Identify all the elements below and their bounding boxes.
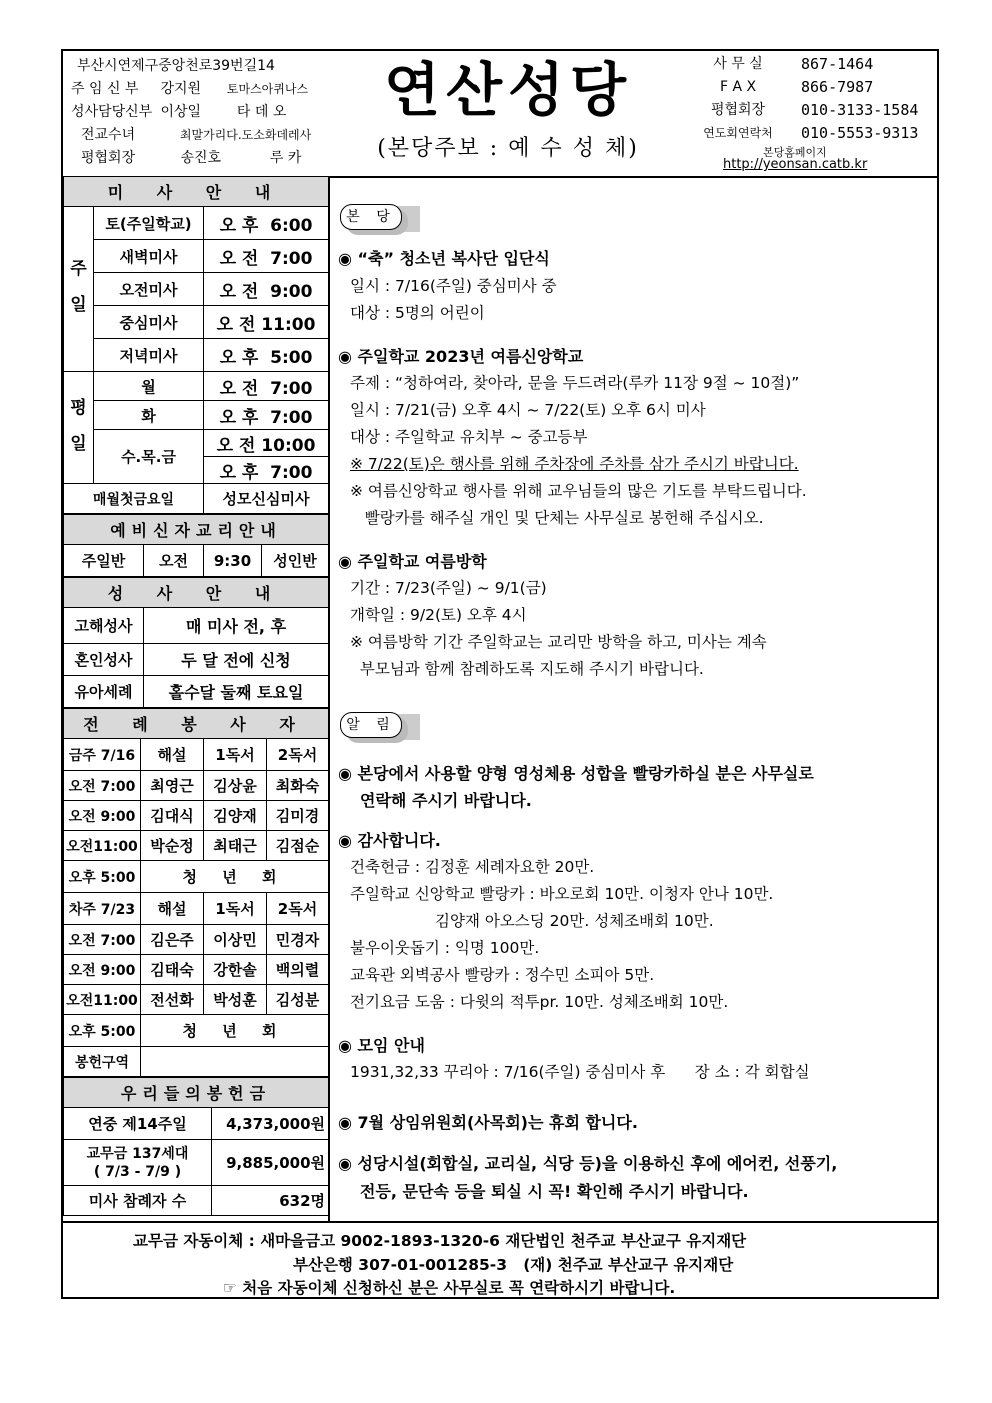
offering-amount: 9,885,000원 xyxy=(212,1140,329,1186)
catechumen-table xyxy=(63,514,329,577)
left-column xyxy=(63,176,330,1221)
staff-row xyxy=(71,124,341,147)
homepage-label: 본당홈페이지 xyxy=(763,146,827,159)
minister-name: 최태근 xyxy=(204,831,267,861)
mass-section-title: 미 사 안 내 xyxy=(64,177,329,207)
footer xyxy=(63,1221,937,1299)
contact-row xyxy=(683,53,933,76)
item-heading: ◉ 주일학교 여름방학 xyxy=(338,552,487,571)
contact-row xyxy=(683,122,933,145)
contact-label: 연도회연락처 xyxy=(703,126,773,140)
role-header: 2독서 xyxy=(267,739,329,771)
staff-name: 강지원 xyxy=(160,81,202,97)
catechumen-group: 성인반 xyxy=(262,545,329,577)
first-friday-mass: 성모신심미사 xyxy=(204,484,329,514)
parish-tag: 본 당 xyxy=(340,204,402,230)
minister-name: 민경자 xyxy=(267,925,329,955)
ministers-section-title: 전 례 봉 사 자 xyxy=(64,709,329,739)
contact-value: 010-5553-9313 xyxy=(801,124,919,142)
notice-heading-cont: 연락해 주시기 바랍니다. xyxy=(360,791,532,810)
mass-time-cell: 오전 9:00 xyxy=(64,801,141,831)
sunday-label xyxy=(64,207,94,372)
sacrament-info: 두 달 전에 신청 xyxy=(144,644,329,676)
sacraments-table xyxy=(63,577,329,708)
minister-name: 박성훈 xyxy=(204,985,267,1015)
mass-name: 새벽미사 xyxy=(94,240,204,273)
mass-name: 화 xyxy=(94,401,204,430)
staff-role: 평협회장 xyxy=(81,150,136,166)
notice-line: 전기요금 도움 : 다윗의 적투pr. 10만. 성체조배회 10만. xyxy=(350,993,729,1011)
parish-title: 연산성당 xyxy=(383,56,633,124)
homepage-link[interactable]: http://yeonsan.catb.kr xyxy=(723,157,868,172)
minister-name: 김은주 xyxy=(141,925,204,955)
staff-baptismal: 토마스아퀴나스 xyxy=(226,82,309,96)
contact-value: 866-7987 xyxy=(801,78,874,96)
mass-time-cell: 오전11:00 xyxy=(64,985,141,1015)
minister-name: 최영근 xyxy=(141,771,204,801)
staff-row xyxy=(71,78,341,101)
offering-amount: 4,373,000원 xyxy=(212,1108,329,1140)
mass-time-cell: 오전 9:00 xyxy=(64,955,141,985)
contact-value: 867-1464 xyxy=(801,55,874,73)
notice-line: 1931,32,33 꾸리아 : 7/16(주일) 중심미사 후 장 소 : 각 회합실 xyxy=(350,1063,810,1081)
mass-time-cell: 오전 7:00 xyxy=(64,771,141,801)
bulletin-frame xyxy=(61,49,939,1299)
item-line: 일시 : 7/21(금) 오후 4시 ~ 7/22(토) 오후 6시 미사 xyxy=(350,401,706,419)
contact-row xyxy=(683,99,933,122)
notice-heading: ◉ 모임 안내 xyxy=(338,1036,425,1055)
mass-time: 오 전 7:00 xyxy=(204,372,329,401)
minister-name: 김양재 xyxy=(204,801,267,831)
item-heading: ◉ 주일학교 2023년 여름신앙학교 xyxy=(338,347,584,366)
mass-time-cell: 오후 5:00 xyxy=(64,861,141,893)
notice-heading: ◉ 감사합니다. xyxy=(338,831,441,850)
header-contacts xyxy=(683,53,933,145)
minister-name: 박순정 xyxy=(141,831,204,861)
item-line: 일시 : 7/16(주일) 중심미사 중 xyxy=(350,277,557,295)
minister-name: 전선화 xyxy=(141,985,204,1015)
mass-time-cell: 오전11:00 xyxy=(64,831,141,861)
weekday-label-text: 평 일 xyxy=(70,397,87,454)
mass-time-cell: 오전 7:00 xyxy=(64,925,141,955)
header xyxy=(63,51,937,178)
mass-time: 오 전 9:00 xyxy=(204,273,329,306)
minister-name: 최화숙 xyxy=(267,771,329,801)
notice-line: 김양재 아오스딩 20만. 성체조배회 10만. xyxy=(435,912,714,930)
minister-name: 김성분 xyxy=(267,985,329,1015)
minister-name: 이상민 xyxy=(204,925,267,955)
attendance-label: 미사 참례자 수 xyxy=(64,1186,212,1216)
minister-name: 김상윤 xyxy=(204,771,267,801)
item-line: ※ 여름방학 기간 주일학교는 교리만 방학을 하고, 미사는 계속 xyxy=(350,633,767,651)
notice-line: 불우이웃돕기 : 익명 100만. xyxy=(350,939,540,957)
mass-name: 오전미사 xyxy=(94,273,204,306)
offering-label: 연중 제14주일 xyxy=(64,1108,212,1140)
notice-heading: ◉ 본당에서 사용할 양형 영성체용 성합을 빨랑카하실 분은 사무실로 xyxy=(338,764,814,783)
notice-heading: ◉ 성당시설(회합실, 교리실, 식당 등)을 이용하신 후에 에어컨, 선풍기, xyxy=(338,1154,838,1173)
sacrament-info: 매 미사 전, 후 xyxy=(144,608,329,644)
week-label: 차주 7/23 xyxy=(64,893,141,925)
mass-name: 중심미사 xyxy=(94,306,204,339)
contact-row xyxy=(683,76,933,99)
item-line: 부모님과 함께 참례하도록 지도해 주시기 바랍니다. xyxy=(350,660,704,678)
first-friday-label: 매월첫금요일 xyxy=(64,484,204,514)
notice-heading: ◉ 7월 상임위원회(사목회)는 휴회 합니다. xyxy=(338,1113,638,1132)
mass-time: 오 후 6:00 xyxy=(204,207,329,240)
offering-label xyxy=(64,1140,212,1186)
item-heading: ◉ “축” 청소년 복사단 입단식 xyxy=(338,249,550,268)
role-header: 해설 xyxy=(141,739,204,771)
mass-time: 오 전 11:00 xyxy=(204,306,329,339)
parish-subtitle: (본당주보 : 예 수 성 체) xyxy=(377,136,639,161)
item-line: 대상 : 5명의 어린이 xyxy=(350,304,485,322)
staff-baptismal: 루 카 xyxy=(269,150,302,166)
mass-time: 오 후 7:00 xyxy=(204,401,329,430)
sacrament-name: 혼인성사 xyxy=(64,644,144,676)
minister-name: 김미경 xyxy=(267,801,329,831)
minister-name: 김점순 xyxy=(267,831,329,861)
contact-label: F A X xyxy=(719,79,757,95)
role-header: 해설 xyxy=(141,893,204,925)
mass-time-cell: 오후 5:00 xyxy=(64,1015,141,1047)
notice-line: 교육관 외벽공사 빨랑카 : 정수민 소피아 5만. xyxy=(350,966,655,984)
catechumen-section-title: 예비신자교리안내 xyxy=(64,515,329,545)
mass-schedule-table xyxy=(63,176,329,514)
item-line: ※ 7/22(토)은 행사를 위해 주차장에 주차를 삼가 주시기 바랍니다. xyxy=(350,455,799,473)
notice-line: 주일학교 신앙학교 빨랑카 : 바오로회 10만. 이청자 안나 10만. xyxy=(350,885,774,903)
notice-heading-cont: 전등, 문단속 등을 퇴실 시 꼭! 확인해 주시기 바랍니다. xyxy=(360,1182,749,1201)
offering-area-value xyxy=(141,1047,329,1077)
mass-time: 오 전 7:00 xyxy=(204,240,329,273)
role-header: 1독서 xyxy=(204,739,267,771)
offering-label-line1: 교무금 137세대 xyxy=(86,1145,189,1162)
item-line: 대상 : 주일학교 유치부 ~ 중고등부 xyxy=(350,428,588,446)
evening-group: 청 년 회 xyxy=(141,1015,329,1047)
evening-group: 청 년 회 xyxy=(141,861,329,893)
contact-label: 평협회장 xyxy=(710,102,766,118)
address: 부산시연제구중앙천로39번길14 xyxy=(77,58,275,74)
catechumen-time: 9:30 xyxy=(204,545,262,577)
mass-name: 월 xyxy=(94,372,204,401)
minister-name: 백의렬 xyxy=(267,955,329,985)
item-line: 빨랑카를 해주실 개인 및 단체는 사무실로 봉헌해 주십시오. xyxy=(350,509,764,527)
offering-label-line2: ( 7/3 - 7/9 ) xyxy=(93,1163,182,1180)
staff-role: 성사담당신부 xyxy=(71,104,153,120)
staff-row xyxy=(71,147,341,170)
header-left-info xyxy=(71,55,341,170)
sunday-label-text: 주 일 xyxy=(70,259,87,315)
catechumen-ampm: 오전 xyxy=(144,545,204,577)
contact-value: 010-3133-1584 xyxy=(801,101,919,119)
footer-note: ☞ 처음 자동이체 신청하신 분은 사무실로 꼭 연락하시기 바랍니다. xyxy=(223,1279,676,1297)
footer-bank-line2: 부산은행 307-01-001285-3 (재) 천주교 부산교구 유지재단 xyxy=(293,1256,734,1274)
catechumen-class: 주일반 xyxy=(64,545,144,577)
minister-name: 김태숙 xyxy=(141,955,204,985)
staff-name: 이상일 xyxy=(160,104,202,120)
mass-name: 저녁미사 xyxy=(94,339,204,372)
mass-time: 오 전 10:00 xyxy=(204,430,329,457)
item-line: 주제 : “청하여라, 찾아라, 문을 두드려라(루카 11장 9절 ~ 10절)” xyxy=(350,374,800,392)
staff-name: 송진호 xyxy=(180,150,222,166)
item-line: 개학일 : 9/2(토) 오후 4시 xyxy=(350,606,527,624)
mass-name: 수.목.금 xyxy=(94,430,204,484)
week-label: 금주 7/16 xyxy=(64,739,141,771)
sacrament-name: 유아세례 xyxy=(64,676,144,708)
sacraments-section-title: 성 사 안 내 xyxy=(64,578,329,608)
mass-time: 오 후 7:00 xyxy=(204,457,329,484)
staff-baptismal: 타 데 오 xyxy=(236,104,287,120)
sacrament-name: 고해성사 xyxy=(64,608,144,644)
item-line: ※ 여름신앙학교 행사를 위해 교우님들의 많은 기도를 부탁드립니다. xyxy=(350,482,807,500)
staff-role: 전교수녀 xyxy=(81,127,136,143)
attendance-count: 632명 xyxy=(212,1186,329,1216)
mass-name: 토(주일학교) xyxy=(94,207,204,240)
footer-bank-line1: 교무금 자동이체 : 새마을금고 9002-1893-1320-6 재단법인 천주교 부산교구 유지재단 xyxy=(133,1232,747,1250)
minister-name: 김대식 xyxy=(141,801,204,831)
notice-line: 건축헌금 : 김정훈 세례자요한 20만. xyxy=(350,858,595,876)
offering-area-label: 봉헌구역 xyxy=(64,1047,141,1077)
staff-baptismal: 최말가리다.도소화데레사 xyxy=(179,128,312,142)
right-column xyxy=(330,176,937,1221)
sacrament-info: 홀수달 둘째 토요일 xyxy=(144,676,329,708)
contact-label: 사 무 실 xyxy=(713,56,763,72)
minister-name: 강한솔 xyxy=(204,955,267,985)
staff-role: 주 임 신 부 xyxy=(71,81,139,97)
role-header: 1독서 xyxy=(204,893,267,925)
offering-table xyxy=(63,1077,329,1216)
item-line: 기간 : 7/23(주일) ~ 9/1(금) xyxy=(350,579,547,597)
mass-time: 오 후 5:00 xyxy=(204,339,329,372)
role-header: 2독서 xyxy=(267,893,329,925)
weekday-label xyxy=(64,372,94,484)
notice-tag: 알 림 xyxy=(340,712,402,738)
offering-section-title: 우리들의봉헌금 xyxy=(64,1078,329,1108)
staff-row xyxy=(71,101,341,124)
ministers-table xyxy=(63,708,329,1077)
